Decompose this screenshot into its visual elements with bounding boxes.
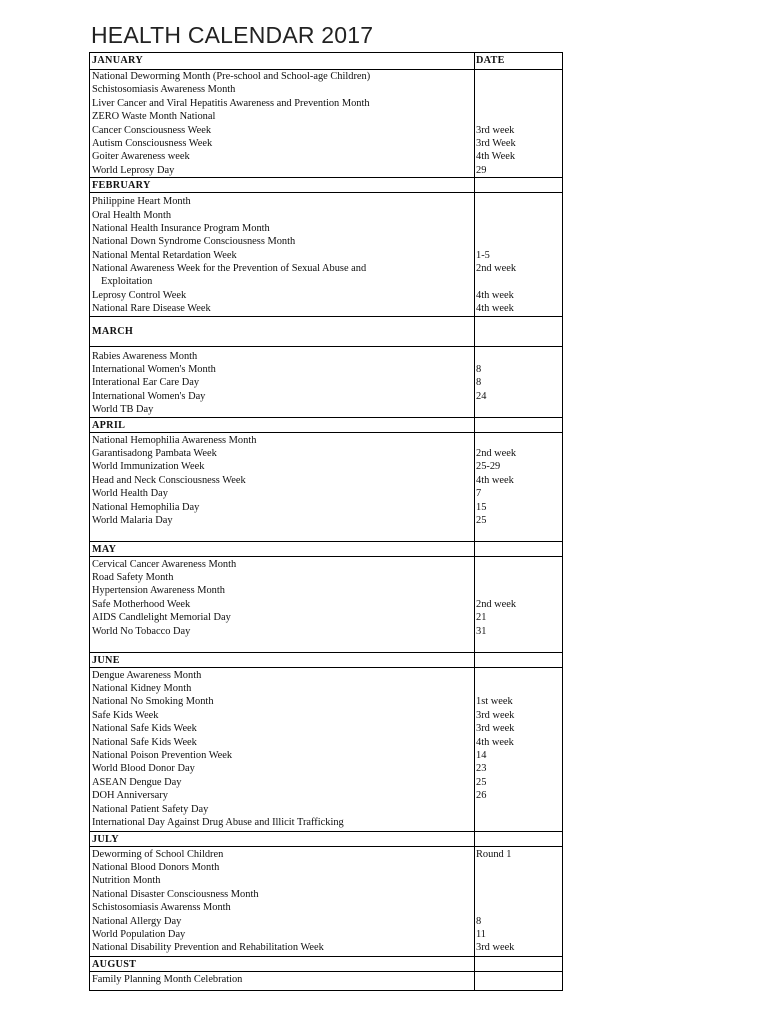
event-name: National Rare Disease Week (92, 303, 211, 315)
event-name: Dengue Awareness Month (92, 669, 202, 681)
event-date (476, 97, 562, 110)
event-dates-cell (475, 347, 562, 417)
event-date (476, 209, 562, 222)
event-date: 29 (476, 164, 487, 176)
event-date (476, 973, 562, 986)
event-name: World TB Day (92, 404, 154, 416)
month-header-row (90, 316, 562, 346)
event-date: 26 (476, 790, 487, 802)
event-date: 8 (476, 377, 482, 389)
event-name: Liver Cancer and Viral Hepatitis Awareness and Prevention Month (92, 97, 370, 109)
event-name: International Women's Day (92, 390, 206, 402)
month-name: FEBRUARY (90, 178, 475, 192)
event-name: Goiter Awareness week (92, 151, 190, 163)
month-header-row (90, 956, 562, 971)
event-date (476, 584, 562, 597)
event-date (476, 403, 562, 416)
event-name: Hypertension Awareness Month (92, 585, 225, 597)
event-date: 1st week (476, 696, 513, 708)
month-header-row (90, 831, 562, 846)
date-column-header (475, 418, 562, 432)
event-name: Autism Consciousness Week (92, 137, 213, 149)
event-name: World Health Day (92, 488, 168, 500)
event-name: Schistosomiasis Awareness Month (92, 84, 236, 96)
event-date (476, 83, 562, 96)
event-date (476, 816, 562, 829)
event-date: 1-5 (476, 249, 490, 261)
event-date: 8 (476, 915, 482, 927)
event-name: ASEAN Dengue Day (92, 776, 182, 788)
event-date (476, 901, 562, 914)
event-dates-cell (475, 70, 562, 177)
event-date: 4th week (476, 474, 514, 486)
event-name: DOH Anniversary (92, 790, 168, 802)
month-name: MARCH (90, 317, 475, 346)
event-date (476, 350, 562, 363)
event-date: 4th Week (476, 151, 516, 163)
event-date: 2nd week (476, 263, 517, 275)
event-date (476, 682, 562, 695)
month-events-row (90, 556, 562, 652)
event-name: Cervical Cancer Awareness Month (92, 558, 237, 570)
month-events-row (90, 971, 562, 990)
event-name: Safe Motherhood Week (92, 598, 191, 610)
event-name: Family Planning Month Celebration (92, 973, 243, 985)
event-dates-cell (475, 557, 562, 652)
event-name: National Safe Kids Week (92, 723, 197, 735)
event-name: National Disaster Consciousness Month (92, 888, 259, 900)
month-events-row (90, 346, 562, 417)
event-date (476, 803, 562, 816)
event-name: World Malaria Day (92, 514, 173, 526)
event-date (476, 874, 562, 887)
event-name: National Kidney Month (92, 682, 192, 694)
event-date: 3rd week (476, 942, 515, 954)
event-names-cell (90, 847, 475, 956)
event-name: World Blood Donor Day (92, 763, 195, 775)
event-name: National Awareness Week for the Prevention of Sexual Abuse and (92, 263, 367, 275)
event-names-cell (90, 557, 475, 652)
event-dates-cell (475, 433, 562, 541)
event-names-cell (90, 668, 475, 831)
event-name: Road Safety Month (92, 571, 174, 583)
event-name: Safe Kids Week (92, 709, 159, 721)
event-name: Exploitation (101, 276, 153, 288)
event-date: 8 (476, 364, 482, 376)
event-date: 21 (476, 612, 487, 624)
event-name: Head and Neck Consciousness Week (92, 474, 246, 486)
event-date (476, 571, 562, 584)
date-column-header (475, 653, 562, 667)
date-column-header: DATE (476, 55, 505, 66)
event-name: National Down Syndrome Consciousness Month (92, 236, 296, 248)
event-name: Cancer Consciousness Week (92, 124, 212, 136)
event-name: Philippine Heart Month (92, 196, 191, 208)
event-name: National Hemophilia Day (92, 501, 200, 513)
event-date: 2nd week (476, 447, 517, 459)
date-column-header (475, 542, 562, 556)
event-date (476, 558, 562, 571)
event-name: National Patient Safety Day (92, 803, 209, 815)
event-name: Interational Ear Care Day (92, 377, 200, 389)
event-date: 14 (476, 749, 487, 761)
event-names-cell (90, 193, 475, 316)
event-date (476, 110, 562, 123)
month-header-row (90, 53, 562, 69)
month-name: JULY (90, 832, 475, 846)
event-name: ZERO Waste Month National (92, 111, 216, 123)
month-header-row (90, 541, 562, 556)
health-calendar-table (89, 52, 563, 991)
event-name: National No Smoking Month (92, 696, 214, 708)
event-date: 25 (476, 776, 487, 788)
event-name: Leprosy Control Week (92, 289, 187, 301)
event-date: 3rd week (476, 723, 515, 735)
event-date (476, 434, 562, 447)
event-date: 15 (476, 501, 487, 513)
page-title: HEALTH CALENDAR 2017 (91, 22, 374, 48)
event-date: 25-29 (476, 461, 501, 473)
month-header-row (90, 652, 562, 667)
month-events-row (90, 846, 562, 956)
month-header-row (90, 417, 562, 432)
event-dates-cell (475, 972, 562, 990)
month-header-row (90, 177, 562, 192)
event-name: National Mental Retardation Week (92, 249, 237, 261)
event-name: National Health Insurance Program Month (92, 222, 270, 234)
event-name: World Population Day (92, 928, 186, 940)
event-date (476, 861, 562, 874)
month-events-row (90, 432, 562, 541)
event-name: World Immunization Week (92, 461, 205, 473)
date-column-header (475, 957, 562, 971)
event-names-cell (90, 972, 475, 990)
event-name: Nutrition Month (92, 875, 161, 887)
event-name: Deworming of School Children (92, 848, 224, 860)
event-name: International Women's Month (92, 364, 216, 376)
month-events-row (90, 192, 562, 316)
event-names-cell (90, 347, 475, 417)
month-name: AUGUST (90, 957, 475, 971)
event-date (476, 669, 562, 682)
event-date: 31 (476, 625, 487, 637)
event-name: National Blood Donors Month (92, 861, 220, 873)
event-date: Round 1 (476, 848, 512, 860)
event-names-cell (90, 70, 475, 177)
event-date: 2nd week (476, 598, 517, 610)
event-date: 4th week (476, 289, 514, 301)
event-name: World Leprosy Day (92, 164, 175, 176)
event-name: National Safe Kids Week (92, 736, 197, 748)
month-name: APRIL (90, 418, 475, 432)
event-date: 25 (476, 514, 487, 526)
event-date: 3rd week (476, 709, 515, 721)
event-date (476, 275, 562, 288)
event-name: Oral Health Month (92, 209, 172, 221)
month-name: MAY (90, 542, 475, 556)
month-events-row (90, 667, 562, 831)
event-name: National Hemophilia Awareness Month (92, 434, 257, 446)
event-date: 3rd Week (476, 137, 516, 149)
date-column-header (475, 832, 562, 846)
event-name: Schistosomiasis Awarenss Month (92, 902, 231, 914)
event-date (476, 235, 562, 248)
event-date: 23 (476, 763, 487, 775)
event-name: Garantisadong Pambata Week (92, 447, 217, 459)
month-events-row (90, 69, 562, 177)
month-name: JUNE (90, 653, 475, 667)
event-names-cell (90, 433, 475, 541)
event-dates-cell (475, 193, 562, 316)
month-name: JANUARY (90, 53, 475, 69)
event-dates-cell (475, 668, 562, 831)
event-date (476, 195, 562, 208)
event-date: 7 (476, 488, 482, 500)
event-date: 4th week (476, 303, 514, 315)
event-name: National Poison Prevention Week (92, 749, 233, 761)
event-name: International Day Against Drug Abuse and Illicit Trafficking (92, 816, 344, 828)
event-date: 11 (476, 928, 487, 940)
event-date (476, 222, 562, 235)
event-name: AIDS Candlelight Memorial Day (92, 612, 231, 624)
event-name: National Disability Prevention and Rehabilitation Week (92, 942, 324, 954)
event-date (476, 888, 562, 901)
date-column-header (475, 178, 562, 192)
event-date: 4th week (476, 736, 514, 748)
event-date: 24 (476, 390, 487, 402)
event-name: National Deworming Month (Pre-school and School-age Children) (92, 71, 371, 82)
event-dates-cell (475, 847, 562, 956)
event-name: World No Tobacco Day (92, 625, 191, 637)
date-column-header (475, 317, 562, 346)
event-name: Rabies Awareness Month (92, 350, 198, 362)
event-name: National Allergy Day (92, 915, 182, 927)
event-date: 3rd week (476, 124, 515, 136)
event-date (476, 70, 562, 83)
